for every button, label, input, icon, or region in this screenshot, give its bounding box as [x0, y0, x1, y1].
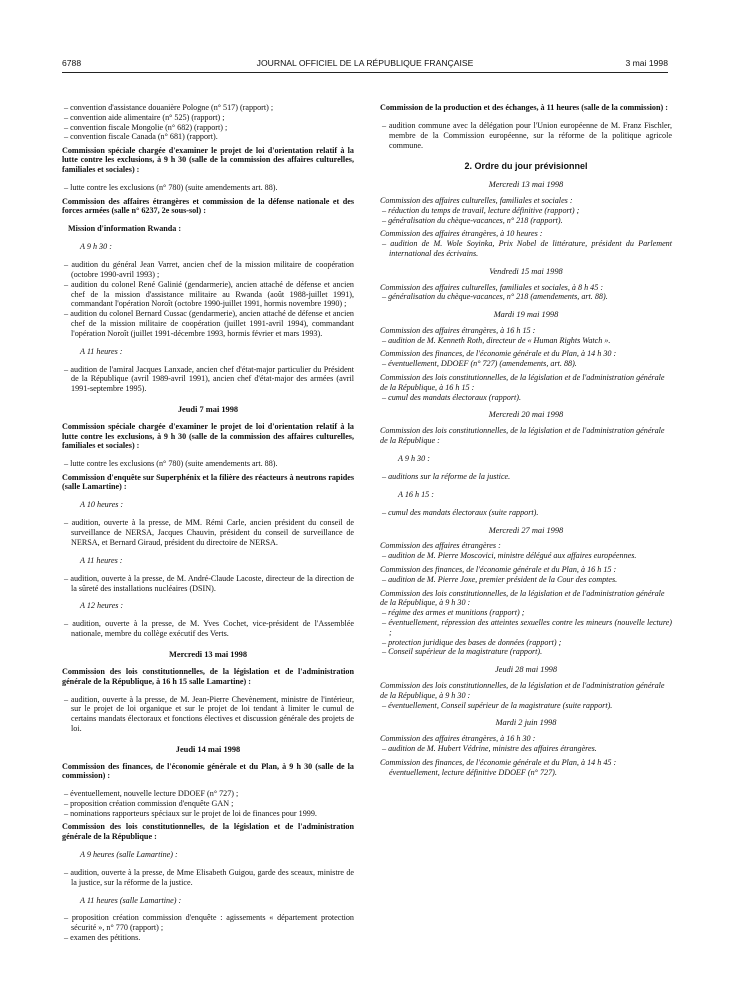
committee-heading: Commission des lois constitutionnelles, de la législation et de l'administration générale de la République, à 16 h 15 salle Lamartine) : [62, 666, 354, 686]
list-item: – auditions sur la réforme de la justice. [382, 471, 511, 481]
time-label: A 9 h 30 : [398, 454, 430, 463]
committee-heading: Commission des affaires culturelles, familiales et sociales, à 8 h 45 : [380, 282, 604, 292]
committee-heading: Commission des finances, de l'économie générale et du Plan, à 16 h 15 : [380, 565, 617, 574]
time-label: A 12 heures : [80, 601, 124, 611]
time-label: A 9 heures (salle Lamartine) : [80, 849, 178, 859]
list-item: – cumul des mandats électoraux (suite rapport). [382, 507, 539, 517]
committee-heading: Commission d'enquête sur Superphénix et la filière des réacteurs à neutrons rapides (salle Lamartine) : [62, 472, 354, 492]
list-item: – audition, ouverte à la presse, de Mme Elisabeth Guigou, garde des sceaux, ministre de la justice, sur la réforme de la justice. [64, 867, 354, 887]
list-item: – éventuellement, DDOEF (n° 727) (amendements, art. 88). [382, 359, 577, 369]
day-heading: Jeudi 14 mai 1998 [175, 744, 241, 754]
header-rule [62, 72, 668, 73]
committee-heading: Commission des affaires étrangères, à 10 heures : [380, 229, 543, 239]
day-heading: Mardi 19 mai 1998 [493, 310, 559, 320]
list-item: – audition de M. Hubert Védrine, ministre des affaires étrangères. [382, 743, 597, 753]
left-column [62, 103, 354, 943]
mission-heading: Mission d'information Rwanda : [68, 224, 182, 234]
list-item: – audition de M. Kenneth Roth, directeur de « Human Rights Watch ». [382, 335, 611, 345]
list-item: – lutte contre les exclusions (n° 780) (suite amendements art. 88). [64, 183, 278, 193]
page-number: 6788 [62, 58, 82, 68]
committee-heading: Commission des lois constitutionnelles, de la législation et de l'administration générale de la République, à 9 h 30 : [380, 588, 665, 608]
day-heading: Jeudi 7 mai 1998 [177, 404, 239, 414]
right-column [380, 103, 672, 777]
list-item: – éventuellement, répression des atteintes sexuelles contre les mineurs (nouvelle lecture) ; [382, 617, 672, 637]
list-item: – réduction du temps de travail, lecture définitive (rapport) ; [382, 205, 580, 215]
journal-title: JOURNAL OFFICIEL DE LA RÉPUBLIQUE FRANÇAISE [256, 58, 474, 68]
time-label: A 11 heures : [80, 555, 123, 565]
list-item: – convention fiscale Canada (n° 681) (rapport). [64, 132, 218, 142]
committee-heading: Commission des lois constitutionnelles, de la législation et de l'administration générale de la République, à 16 h 15 : [380, 373, 665, 392]
committee-heading: Commission des lois constitutionnelles, de la législation et de l'administration générale de la République, à 9 h 30 : [380, 680, 665, 700]
list-item: – audition de l'amiral Jacques Lanxade, ancien chef d'état-major particulier du Président de la République (avril 1989-avril 1991), ancien chef d'état-major des armées (avril 1991-septembre 1995). [64, 364, 354, 394]
day-heading: Vendredi 15 mai 1998 [489, 266, 563, 276]
list-item: – proposition création commission d'enquête : agissements « département protection sécurité », n° 770 (rapport) ; [64, 913, 354, 933]
day-heading: Jeudi 28 mai 1998 [494, 665, 558, 675]
list-item: – généralisation du chèque-vacances, n° 218 (rapport). [382, 215, 563, 225]
list-item: – audition du colonel René Galinié (gendarmerie), ancien attaché de défense et ancien chef de la mission d'assistance militaire au Rwanda (août 1988-juillet 1991), commandant l'opération Noroît (octobre 1990-juillet 1991, hormis novembre 1990) ; [64, 279, 354, 309]
time-label: A 10 heures : [80, 500, 124, 510]
list-item: – éventuellement, nouvelle lecture DDOEF (n° 727) ; [64, 789, 239, 799]
list-item: – généralisation du chèque-vacances, n° 218 (amendements, art. 88). [382, 292, 608, 302]
list-item: – protection juridique des bases de données (rapport) ; [382, 637, 562, 647]
committee-heading: Commission des affaires culturelles, familiales et sociales : [380, 195, 573, 205]
list-item: – audition, ouverte à la presse, de MM. Rémi Carle, ancien président du conseil de surveillance de NERSA, Jacques Chauvin, président du conseil de surveillance de NERSA, et Bernard Giraud, président du directoire de NERSA. [64, 518, 354, 547]
list-item: – audition de M. Pierre Moscovici, ministre délégué aux affaires européennes. [382, 551, 637, 561]
time-label: A 9 h 30 : [80, 242, 112, 252]
committee-heading: Commission des affaires étrangères, à 16 h 30 : [380, 734, 536, 744]
list-item: – audition, ouverte à la presse, de M. Yves Cochet, vice-président de l'Assemblée nationale, membre du collège exécutif des Verts. [64, 619, 354, 639]
list-item: – examen des pétitions. [64, 933, 141, 943]
day-heading: Mercredi 13 mai 1998 [488, 180, 564, 190]
list-item: – éventuellement, Conseil supérieur de la magistrature (suite rapport). [382, 700, 613, 710]
list-item: – audition du colonel Bernard Cussac (gendarmerie), ancien attaché de défense et ancien chef de la mission militaire de coopération (juillet 1991-avril 1994), commandant l'opération Noroît (juillet 1991-décembre 1993, hormis février et mars 1993). [64, 309, 354, 338]
list-item: – proposition création commission d'enquête GAN ; [64, 799, 234, 809]
list-item: – convention fiscale Mongolie (n° 682) (rapport) ; [64, 122, 228, 132]
committee-heading: Commission des lois constitutionnelles, de la législation et de l'administration générale de la République : [380, 426, 665, 446]
committee-heading: Commission des finances, de l'économie générale et du Plan, à 9 h 30 (salle de la commission) : [62, 761, 354, 781]
list-item: – convention aide alimentaire (n° 525) (rapport) ; [64, 112, 225, 122]
list-item: – cumul des mandats électoraux (rapport). [382, 392, 522, 402]
list-item: – audition, ouverte à la presse, de M. André-Claude Lacoste, directeur de la direction de la sûreté des installations nucléaires (DSIN). [64, 573, 354, 593]
committee-heading: Commission des lois constitutionnelles, de la législation et de l'administration générale de la République : [62, 822, 354, 841]
list-item: – nominations rapporteurs spéciaux sur le projet de loi de finances pour 1999. [64, 808, 317, 818]
committee-heading: Commission des affaires étrangères : [380, 541, 501, 551]
list-item: – audition du général Jean Varret, ancien chef de la mission militaire de coopération (octobre 1990-avril 1993) ; [64, 260, 354, 279]
section-heading: 2. Ordre du jour prévisionnel [464, 161, 588, 172]
list-item: – audition de M. Pierre Joxe, premier président de la Cour des comptes. [382, 574, 618, 584]
day-heading: Mercredi 27 mai 1998 [488, 525, 564, 535]
list-item: – Conseil supérieur de la magistrature (rapport). [382, 647, 543, 657]
committee-heading: Commission des finances, de l'économie générale et du Plan, à 14 h 45 : [380, 757, 617, 767]
committee-heading: Commission des affaires étrangères, à 16 h 15 : [380, 325, 536, 335]
issue-date: 3 mai 1998 [625, 58, 668, 68]
list-item: éventuellement, lecture définitive DDOEF (n° 727). [389, 767, 557, 777]
list-item: – audition, ouverte à la presse, de M. Jean-Pierre Chevènement, ministre de l'intérieur, sur le projet de loi organique et sur le projet de loi tendant à limiter le cumul de certains mandats électoraux et fonctions électives et discussion générale des projets de loi. [64, 694, 354, 733]
day-heading: Mercredi 13 mai 1998 [168, 650, 248, 659]
committee-heading: Commission de la production et des échanges, à 11 heures (salle de la commission) : [380, 103, 668, 112]
list-item: – régime des armes et munitions (rapport) ; [382, 608, 525, 618]
list-item: – lutte contre les exclusions (n° 780) (suite amendements art. 88). [64, 459, 278, 469]
committee-heading: Commission des affaires étrangères et commission de la défense nationale et des forces armées (salle n° 6237, 2e sous-sol) : [62, 196, 354, 216]
time-label: A 11 heures : [80, 346, 123, 356]
day-heading: Mercredi 20 mai 1998 [488, 410, 564, 420]
list-item: – audition commune avec la délégation pour l'Union européenne de M. Franz Fischler, membre de la Commission européenne, sur la réforme de la politique agricole commune. [382, 120, 672, 150]
page-header [62, 58, 668, 72]
committee-heading: Commission des finances, de l'économie générale et du Plan, à 14 h 30 : [380, 349, 617, 359]
committee-heading: Commission spéciale chargée d'examiner le projet de loi d'orientation relatif à la lutte contre les exclusions, à 9 h 30 (salle de la commission des affaires culturelles, familiales et sociales) : [62, 421, 354, 451]
list-item: – audition de M. Wole Soyinka, Prix Nobel de littérature, président du Parlement international des écrivains. [382, 239, 672, 258]
list-item: – convention d'assistance douanière Pologne (n° 517) (rapport) ; [64, 103, 274, 112]
time-label: A 16 h 15 : [398, 489, 434, 499]
committee-heading: Commission spéciale chargée d'examiner le projet de loi d'orientation relatif à la lutte contre les exclusions, à 9 h 30 (salle de la commission des affaires culturelles, familiales et sociales) : [62, 145, 354, 175]
time-label: A 11 heures (salle Lamartine) : [80, 895, 182, 905]
day-heading: Mardi 2 juin 1998 [495, 718, 557, 728]
